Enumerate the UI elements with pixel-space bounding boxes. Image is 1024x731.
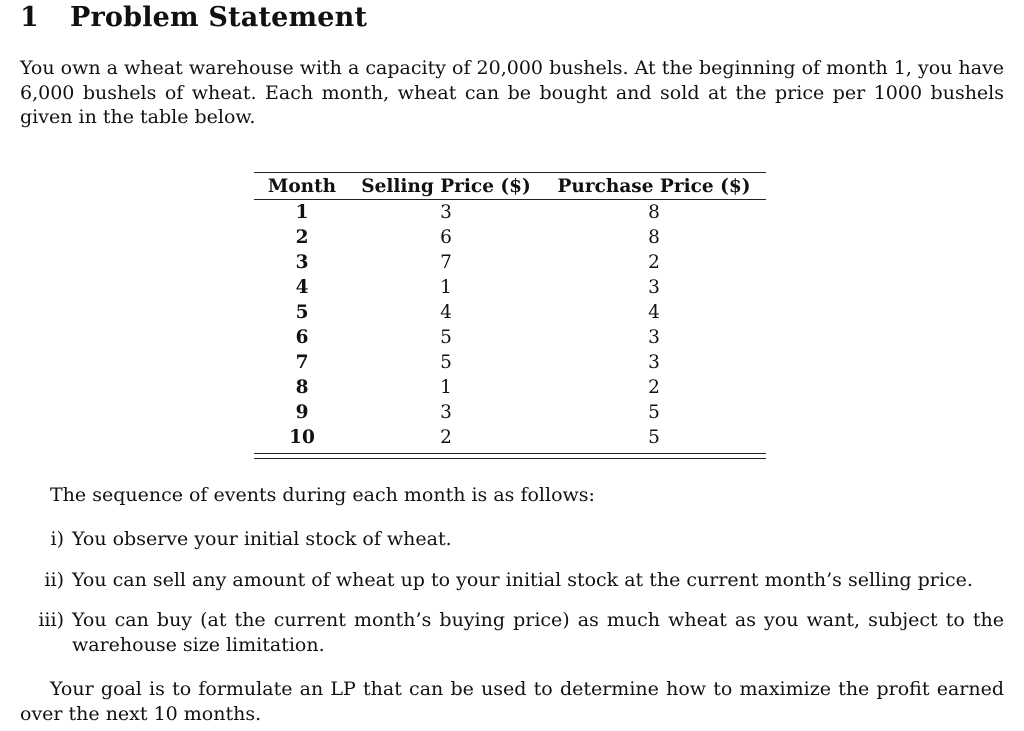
price-table-body xyxy=(254,200,766,451)
step-text: You can buy (at the current month’s buying price) as much wheat as you want, subject to the warehouse size limitation. xyxy=(72,609,1004,656)
header-month: Month xyxy=(267,175,337,197)
cell-selling-price: 4 xyxy=(440,302,452,323)
section-heading xyxy=(20,2,367,33)
price-table-header xyxy=(254,173,766,200)
table-row xyxy=(254,325,766,350)
table-row xyxy=(254,250,766,275)
cell-month: 7 xyxy=(295,352,309,373)
cell-selling-price: 1 xyxy=(440,377,452,398)
cell-month: 6 xyxy=(295,327,309,348)
cell-selling-price: 2 xyxy=(440,427,452,448)
cell-purchase-price: 8 xyxy=(648,227,660,248)
sequence-intro: The sequence of events during each month is as follows: xyxy=(50,484,595,506)
price-table xyxy=(254,172,766,450)
table-row xyxy=(254,425,766,450)
header-row xyxy=(254,173,766,200)
cell-purchase-price: 2 xyxy=(648,377,660,398)
cell-purchase-price: 5 xyxy=(648,427,660,448)
cell-month: 1 xyxy=(295,202,309,223)
table-row xyxy=(254,300,766,325)
cell-purchase-price: 5 xyxy=(648,402,660,423)
section-title: Problem Statement xyxy=(70,2,368,33)
list-item xyxy=(20,568,1004,593)
cell-month: 8 xyxy=(295,377,309,398)
cell-purchase-price: 3 xyxy=(648,277,660,298)
cell-selling-price: 6 xyxy=(440,227,452,248)
cell-month: 9 xyxy=(295,402,309,423)
cell-month: 2 xyxy=(295,227,309,248)
cell-selling-price: 5 xyxy=(440,352,452,373)
cell-month: 4 xyxy=(295,277,309,298)
list-item xyxy=(20,527,1004,552)
step-marker: ii) xyxy=(44,568,64,591)
price-table-container xyxy=(254,172,766,459)
cell-month: 5 xyxy=(295,302,309,323)
step-marker: i) xyxy=(50,528,64,550)
cell-purchase-price: 4 xyxy=(648,302,660,323)
cell-selling-price: 3 xyxy=(440,202,452,223)
cell-purchase-price: 3 xyxy=(648,352,660,373)
header-selling-price: Selling Price ($) xyxy=(361,175,531,197)
step-text: You observe your initial stock of wheat. xyxy=(72,528,452,550)
cell-selling-price: 3 xyxy=(440,402,452,423)
step-marker: iii) xyxy=(38,609,64,631)
table-row xyxy=(254,375,766,400)
cell-selling-price: 1 xyxy=(440,277,452,298)
step-text: You can sell any amount of wheat up to your initial stock at the current month’s selling price. xyxy=(72,568,973,591)
table-row xyxy=(254,200,766,226)
header-purchase-price: Purchase Price ($) xyxy=(557,175,751,197)
table-row xyxy=(254,225,766,250)
intro-paragraph: You own a wheat warehouse with a capacity of 20,000 bushels. At the beginning of month 1, you have 6,000 bushels of wheat. Each month, wheat can be bought and sold at the price per 1000 bushels given in the table below. xyxy=(20,57,1004,128)
goal-paragraph: Your goal is to formulate an LP that can be used to determine how to maximize the profit earned over the next 10 months. xyxy=(20,678,1004,725)
cell-purchase-price: 2 xyxy=(648,252,660,273)
cell-purchase-price: 8 xyxy=(648,202,660,223)
table-row xyxy=(254,350,766,375)
cell-purchase-price: 3 xyxy=(648,327,660,348)
cell-month: 10 xyxy=(289,427,315,448)
table-row xyxy=(254,275,766,300)
cell-month: 3 xyxy=(295,252,309,273)
table-row xyxy=(254,400,766,425)
cell-selling-price: 7 xyxy=(440,252,452,273)
section-number: 1 xyxy=(20,2,39,33)
event-steps-list xyxy=(20,527,1004,673)
cell-selling-price: 5 xyxy=(440,327,452,348)
list-item xyxy=(20,608,1004,657)
table-bottom-rule xyxy=(254,453,766,459)
